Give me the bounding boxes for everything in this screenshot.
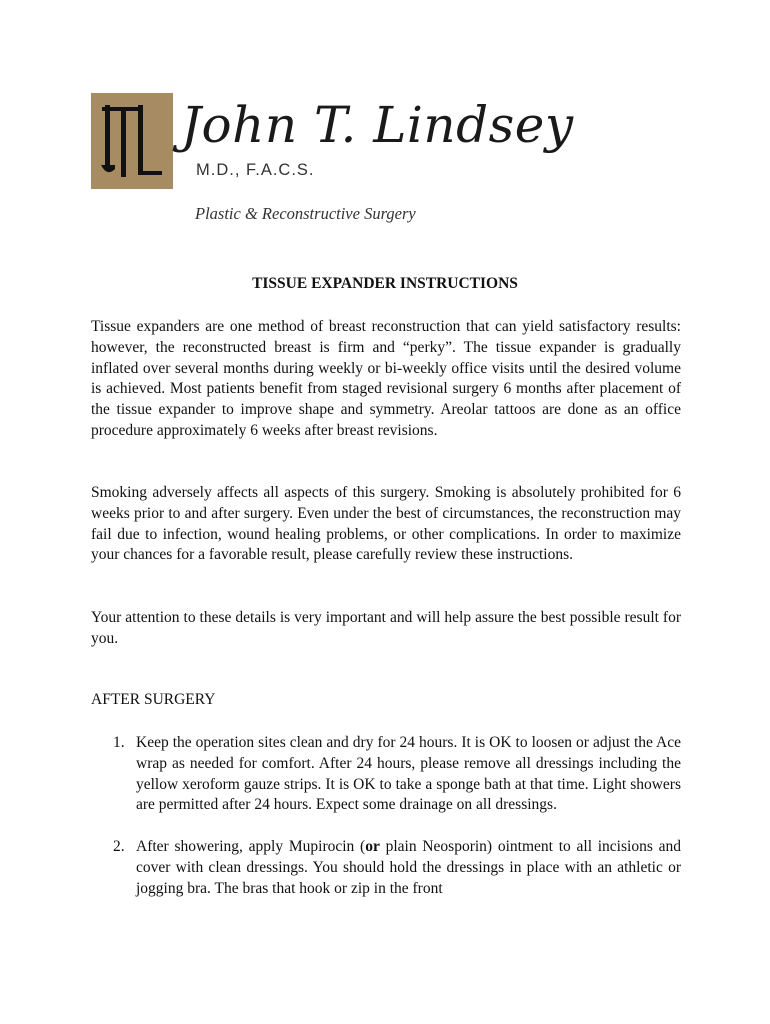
instructions-list [0, 733, 770, 921]
list-item-number: 1. [113, 734, 125, 751]
list-item-text-emphasis: or [365, 838, 380, 856]
list-item [0, 837, 770, 899]
attention-paragraph: Your attention to these details is very important and will help assure the best possible result for you. [91, 609, 681, 647]
intro-paragraph: Tissue expanders are one method of breast reconstruction that can yield satisfactory results: however, the reconstructed breast is firm and “perky”. The tissue expander is gradually inflated over several months during weekly or bi-weekly office visits until the desired volume is achieved. Most patients benefit from staged revisional surgery 6 months after placement of the tissue expander to improve shape and symmetry. Areolar tattoos are done as an office procedure approximately 6 weeks after breast revisions. [91, 318, 681, 439]
document-title: TISSUE EXPANDER INSTRUCTIONS [252, 275, 518, 292]
monogram-jtl-icon [91, 93, 173, 189]
logo-specialty: Plastic & Reconstructive Surgery [195, 204, 416, 223]
smoking-paragraph: Smoking adversely affects all aspects of this surgery. Smoking is absolutely prohibited for 6 weeks prior to and after surgery. Even under the best of circumstances, the reconstruction may fail due to infection, wound healing problems, or other complications. In order to maximize your chances for a favorable result, please carefully review these instructions. [91, 484, 681, 564]
list-item [0, 733, 770, 816]
list-item-number: 2. [113, 838, 125, 856]
list-item-text-part: After showering, apply Mupirocin ( [136, 838, 366, 856]
section-heading-after-surgery: AFTER SURGERY [91, 691, 216, 708]
list-item-text: Keep the operation sites clean and dry for 24 hours. It is OK to loosen or adjust the Ace wrap as needed for comfort. After 24 hours, please remove all dressings including the yellow xeroform gauze strips. It is OK to take a sponge bath at that time. Light showers are permitted after 24 hours. Expect some drainage on all dressings. [136, 734, 681, 814]
monogram-logo [91, 93, 173, 189]
logo-signature-name: John T. Lindsey [181, 96, 574, 154]
list-item-text [136, 837, 681, 899]
list-item-text-part: plain Neosporin) ointment to all incisions and cover with clean dressings. You should hold the dressings in place with an athletic or jogging bra. The bras that hook or zip in the front [136, 838, 681, 897]
logo-credentials: M.D., F.A.C.S. [196, 161, 315, 179]
